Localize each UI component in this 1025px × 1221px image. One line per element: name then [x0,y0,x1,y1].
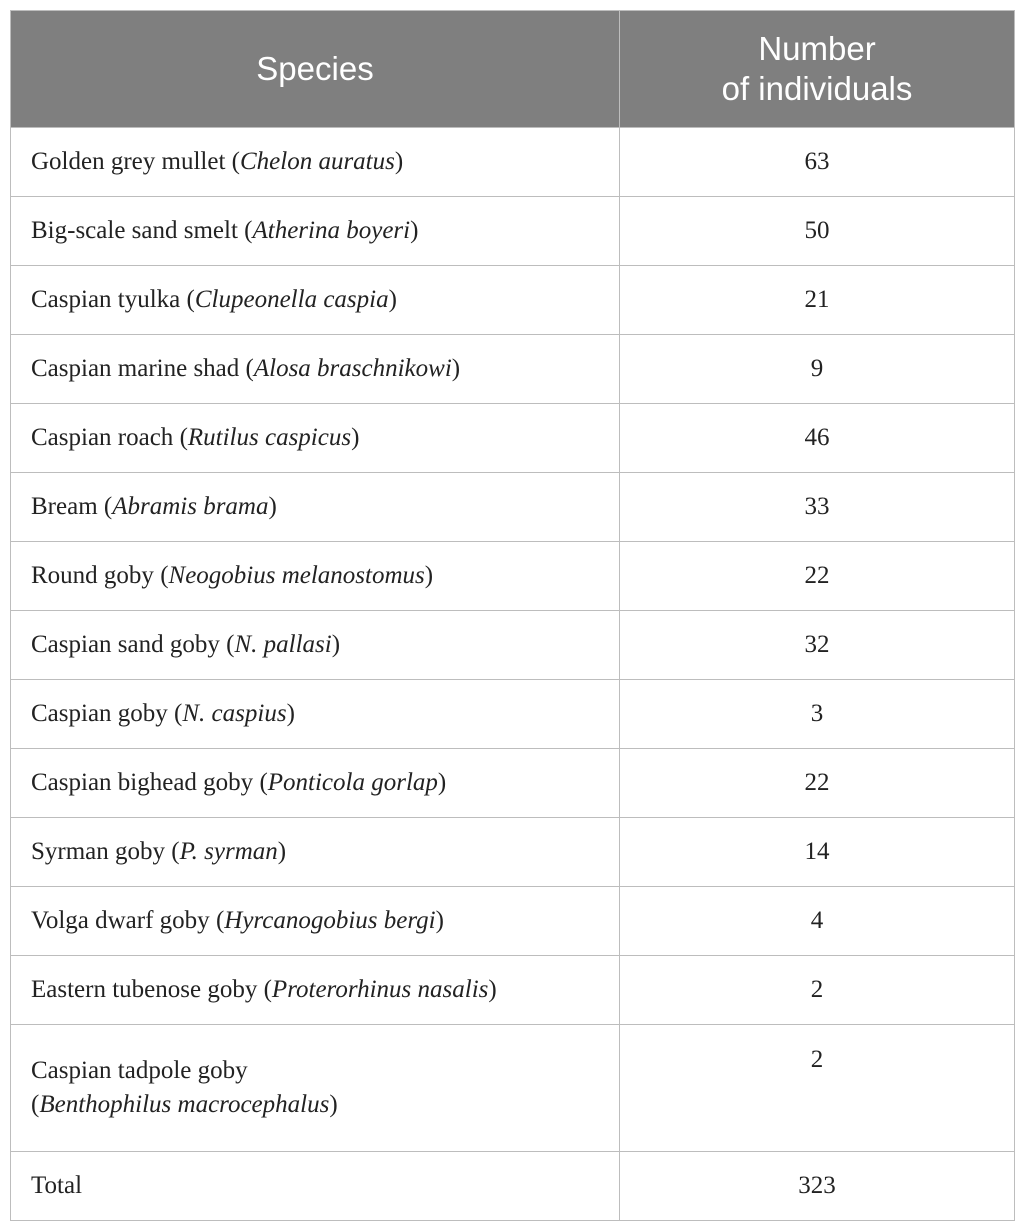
table-row [11,335,1015,404]
scientific-name: N. pallasi [234,631,332,658]
scientific-name: Hyrcanogobius bergi [224,907,436,934]
table-row [11,266,1015,335]
species-cell: Caspian tadpole goby (Benthophilus macrocephalus) [11,1025,620,1152]
count-cell: 9 [620,335,1015,404]
table-row [11,956,1015,1025]
total-label: Total [11,1152,620,1221]
total-row [11,1152,1015,1221]
common-name: Caspian sand goby [31,631,220,658]
scientific-name: Atherina boyeri [252,217,411,244]
scientific-name: Chelon auratus [239,148,395,175]
count-cell: 22 [620,749,1015,818]
count-cell: 2 [620,956,1015,1025]
scientific-name: Rutilus caspicus [187,424,352,451]
species-cell: Caspian sand goby (N. pallasi) [11,611,620,680]
scientific-name: Benthophilus macrocephalus [39,1091,330,1118]
species-cell: Caspian tyulka (Clupeonella caspia) [11,266,620,335]
count-cell: 21 [620,266,1015,335]
scientific-name: Ponticola gorlap [267,769,438,796]
species-header [11,11,620,128]
count-cell: 63 [620,128,1015,197]
count-cell: 22 [620,542,1015,611]
species-cell: Golden grey mullet (Chelon auratus) [11,128,620,197]
common-name: Golden grey mullet [31,148,226,175]
species-cell: Caspian roach (Rutilus caspicus) [11,404,620,473]
common-name: Caspian roach [31,424,174,451]
common-name: Caspian marine shad [31,355,240,382]
total-count: 323 [620,1152,1015,1221]
table-row [11,611,1015,680]
species-cell: Caspian bighead goby (Ponticola gorlap) [11,749,620,818]
count-cell: 50 [620,197,1015,266]
common-name: Eastern tubenose goby [31,976,258,1003]
table-row [11,128,1015,197]
count-header-line2: of individuals [721,70,913,107]
header-row [11,11,1015,128]
table-row [11,404,1015,473]
table-row [11,749,1015,818]
common-name: Volga dwarf goby [31,907,210,934]
count-cell: 2 [620,1025,1015,1152]
common-name: Big-scale sand smelt [31,217,238,244]
common-name: Caspian tyulka [31,286,181,313]
species-cell: Syrman goby (P. syrman) [11,818,620,887]
species-cell: Eastern tubenose goby (Proterorhinus nasalis) [11,956,620,1025]
count-header-line1: Number [758,30,876,67]
species-table-container [10,10,1014,1221]
count-cell: 3 [620,680,1015,749]
table-row [11,1025,1015,1152]
common-name: Caspian goby [31,700,168,727]
scientific-name: Abramis brama [112,493,269,520]
species-header-label: Species [256,50,374,87]
species-cell: Volga dwarf goby (Hyrcanogobius bergi) [11,887,620,956]
species-cell: Big-scale sand smelt (Atherina boyeri) [11,197,620,266]
count-header [620,11,1015,128]
common-name: Syrman goby [31,838,166,865]
scientific-name: Neogobius melanostomus [168,562,425,589]
table-row [11,542,1015,611]
species-cell: Caspian marine shad (Alosa braschnikowi) [11,335,620,404]
count-cell: 46 [620,404,1015,473]
count-cell: 33 [620,473,1015,542]
scientific-name: N. caspius [182,700,287,727]
species-cell: Bream (Abramis brama) [11,473,620,542]
table-row [11,887,1015,956]
scientific-name: Alosa braschnikowi [253,355,452,382]
table-row [11,473,1015,542]
count-cell: 4 [620,887,1015,956]
common-name: Bream [31,493,98,520]
count-cell: 32 [620,611,1015,680]
table-row [11,818,1015,887]
scientific-name: P. syrman [179,838,278,865]
species-cell: Caspian goby (N. caspius) [11,680,620,749]
species-count-table [10,10,1015,1221]
table-row [11,680,1015,749]
common-name: Round goby [31,562,154,589]
common-name: Caspian bighead goby [31,769,254,796]
common-name: Caspian tadpole goby [31,1057,248,1084]
table-row [11,197,1015,266]
species-cell: Round goby (Neogobius melanostomus) [11,542,620,611]
scientific-name: Clupeonella caspia [194,286,389,313]
scientific-name: Proterorhinus nasalis [271,976,489,1003]
count-cell: 14 [620,818,1015,887]
